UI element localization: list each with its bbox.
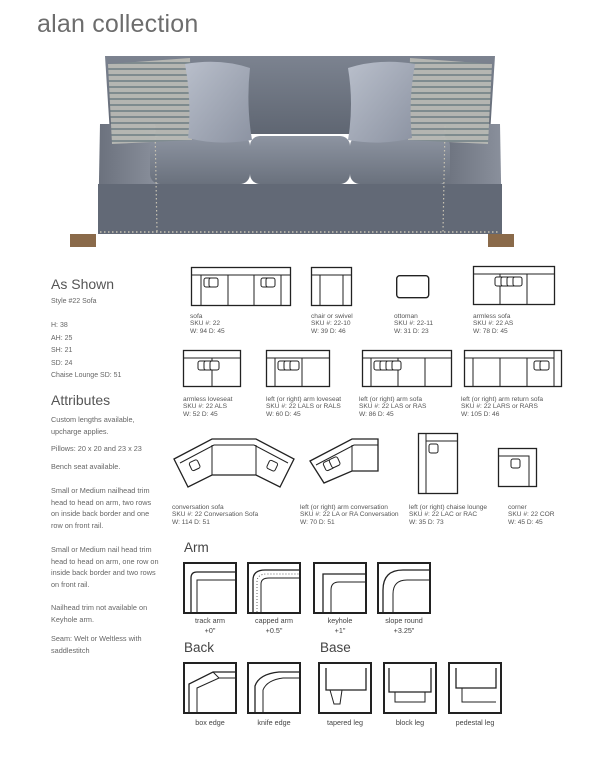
tapered-leg-option[interactable] [318,662,372,714]
armless-loveseat-diagram-icon [183,350,241,388]
pedestal-leg-icon [450,664,500,712]
block-leg-label: block leg [395,718,425,727]
capped-arm-label: capped arm [255,616,293,625]
piece-arm-sofa: left (or right) arm sofa SKU #: 22 LAS or RAS W: 86 D: 45 [359,396,427,418]
piece-armless-sofa: armless sofa SKU #: 22 AS W: 78 D: 45 [473,313,514,335]
keyhole-arm-icon [315,564,365,612]
dimension-sh: SH: 21 [51,347,73,354]
track-arm-label: track arm [195,616,225,625]
piece-arm-loveseat: left (or right) arm loveseat SKU #: 22 LALS or RALS W: 60 D: 45 [266,396,342,418]
piece-chair: chair or swivel SKU #: 22-10 W: 39 D: 46 [311,313,353,335]
chaise-lounge-diagram-icon [418,433,458,495]
keyhole-arm-option[interactable] [313,562,367,614]
collection-title: alan collection [37,10,199,38]
attribute-note: Small or Medium nailhead trim head to head on arm, two rows on inside back border and one row on front rail. [51,486,152,530]
keyhole-arm-value: +1" [334,626,346,635]
arm-return-sofa-diagram-icon [464,350,562,388]
capped-arm-option[interactable] [247,562,301,614]
track-arm-option[interactable] [183,562,237,614]
piece-chaise-lounge: left (or right) chaise lounge SKU #: 22 LAC or RAC W: 35 D: 73 [409,504,488,526]
pedestal-leg-option[interactable] [448,662,502,714]
attributes-heading: Attributes [51,392,111,408]
back-heading: Back [184,640,215,655]
armless-sofa-diagram-icon [473,266,555,306]
piece-sofa: sofa SKU #: 22 W: 94 D: 45 [190,313,225,335]
as-shown-heading: As Shown [51,276,115,292]
slope-round-arm-value: +3.25" [393,626,415,635]
capped-arm-value: +0.5" [265,626,283,635]
piece-arm-return-sofa: left (or right) arm return sofa SKU #: 22 LARS or RARS W: 105 D: 46 [461,396,544,418]
piece-armless-loveseat: armless loveseat SKU #: 22 ALS W: 52 D: 45 [183,396,233,418]
arm-loveseat-diagram-icon [266,350,330,388]
tapered-leg-label: tapered leg [327,718,363,727]
attribute-note: Custom lengths available, upcharge applies. [51,415,135,436]
block-leg-option[interactable] [383,662,437,714]
knife-edge-icon [249,664,299,712]
knife-edge-label: knife edge [257,718,291,727]
piece-arm-conversation: left (or right) arm conversation SKU #: 22 LA or RA Conversation W: 70 D: 51 [300,504,399,526]
piece-corner: corner SKU #: 22 COR W: 45 D: 45 [508,504,555,526]
attribute-note: Seam: Welt or Weltless with saddlestitch [51,634,142,655]
corner-diagram-icon [498,448,538,488]
pedestal-leg-label: pedestal leg [455,718,495,727]
conversation-sofa-diagram-icon [172,437,296,497]
as-shown-style: Style #22 Sofa [51,298,97,305]
arm-heading: Arm [184,540,209,555]
box-edge-icon [185,664,235,712]
base-heading: Base [320,640,351,655]
dimension-chaise-sd: Chaise Lounge SD: 51 [51,372,122,379]
tapered-leg-icon [320,664,370,712]
slope-round-arm-option[interactable] [377,562,431,614]
track-arm-value: +0" [204,626,216,635]
arm-conversation-diagram-icon [308,437,380,485]
attribute-note: Nailhead trim not available on Keyhole arm. [51,603,148,624]
piece-ottoman: ottoman SKU #: 22-11 W: 31 D: 23 [394,313,434,335]
keyhole-arm-label: keyhole [327,616,353,625]
attribute-note: Bench seat available. [51,462,121,471]
dimension-ah: AH: 25 [51,334,73,342]
arm-sofa-diagram-icon [362,350,452,388]
slope-round-arm-label: slope round [385,616,423,625]
knife-edge-option[interactable] [247,662,301,714]
dimension-h: H: 38 [51,322,68,329]
sofa-diagram-icon [191,267,291,307]
ottoman-diagram-icon [396,275,430,299]
slope-round-arm-icon [379,564,429,612]
dimension-sd: SD: 24 [51,359,73,367]
piece-conversation-sofa: conversation sofa SKU #: 22 Conversation Sofa W: 114 D: 51 [172,504,259,526]
attribute-note: Pillows: 20 x 20 and 23 x 23 [51,444,142,453]
box-edge-label: box edge [195,718,225,727]
block-leg-icon [385,664,435,712]
track-arm-icon [185,564,235,612]
capped-arm-icon [249,564,299,612]
attribute-note: Small or Medium nail head trim head to head on arm, one row on inside back border and two rows on front rail. [51,545,159,589]
dimension-list [51,320,121,383]
box-edge-option[interactable] [183,662,237,714]
chair-diagram-icon [311,267,353,307]
sofa-photo [60,44,540,259]
